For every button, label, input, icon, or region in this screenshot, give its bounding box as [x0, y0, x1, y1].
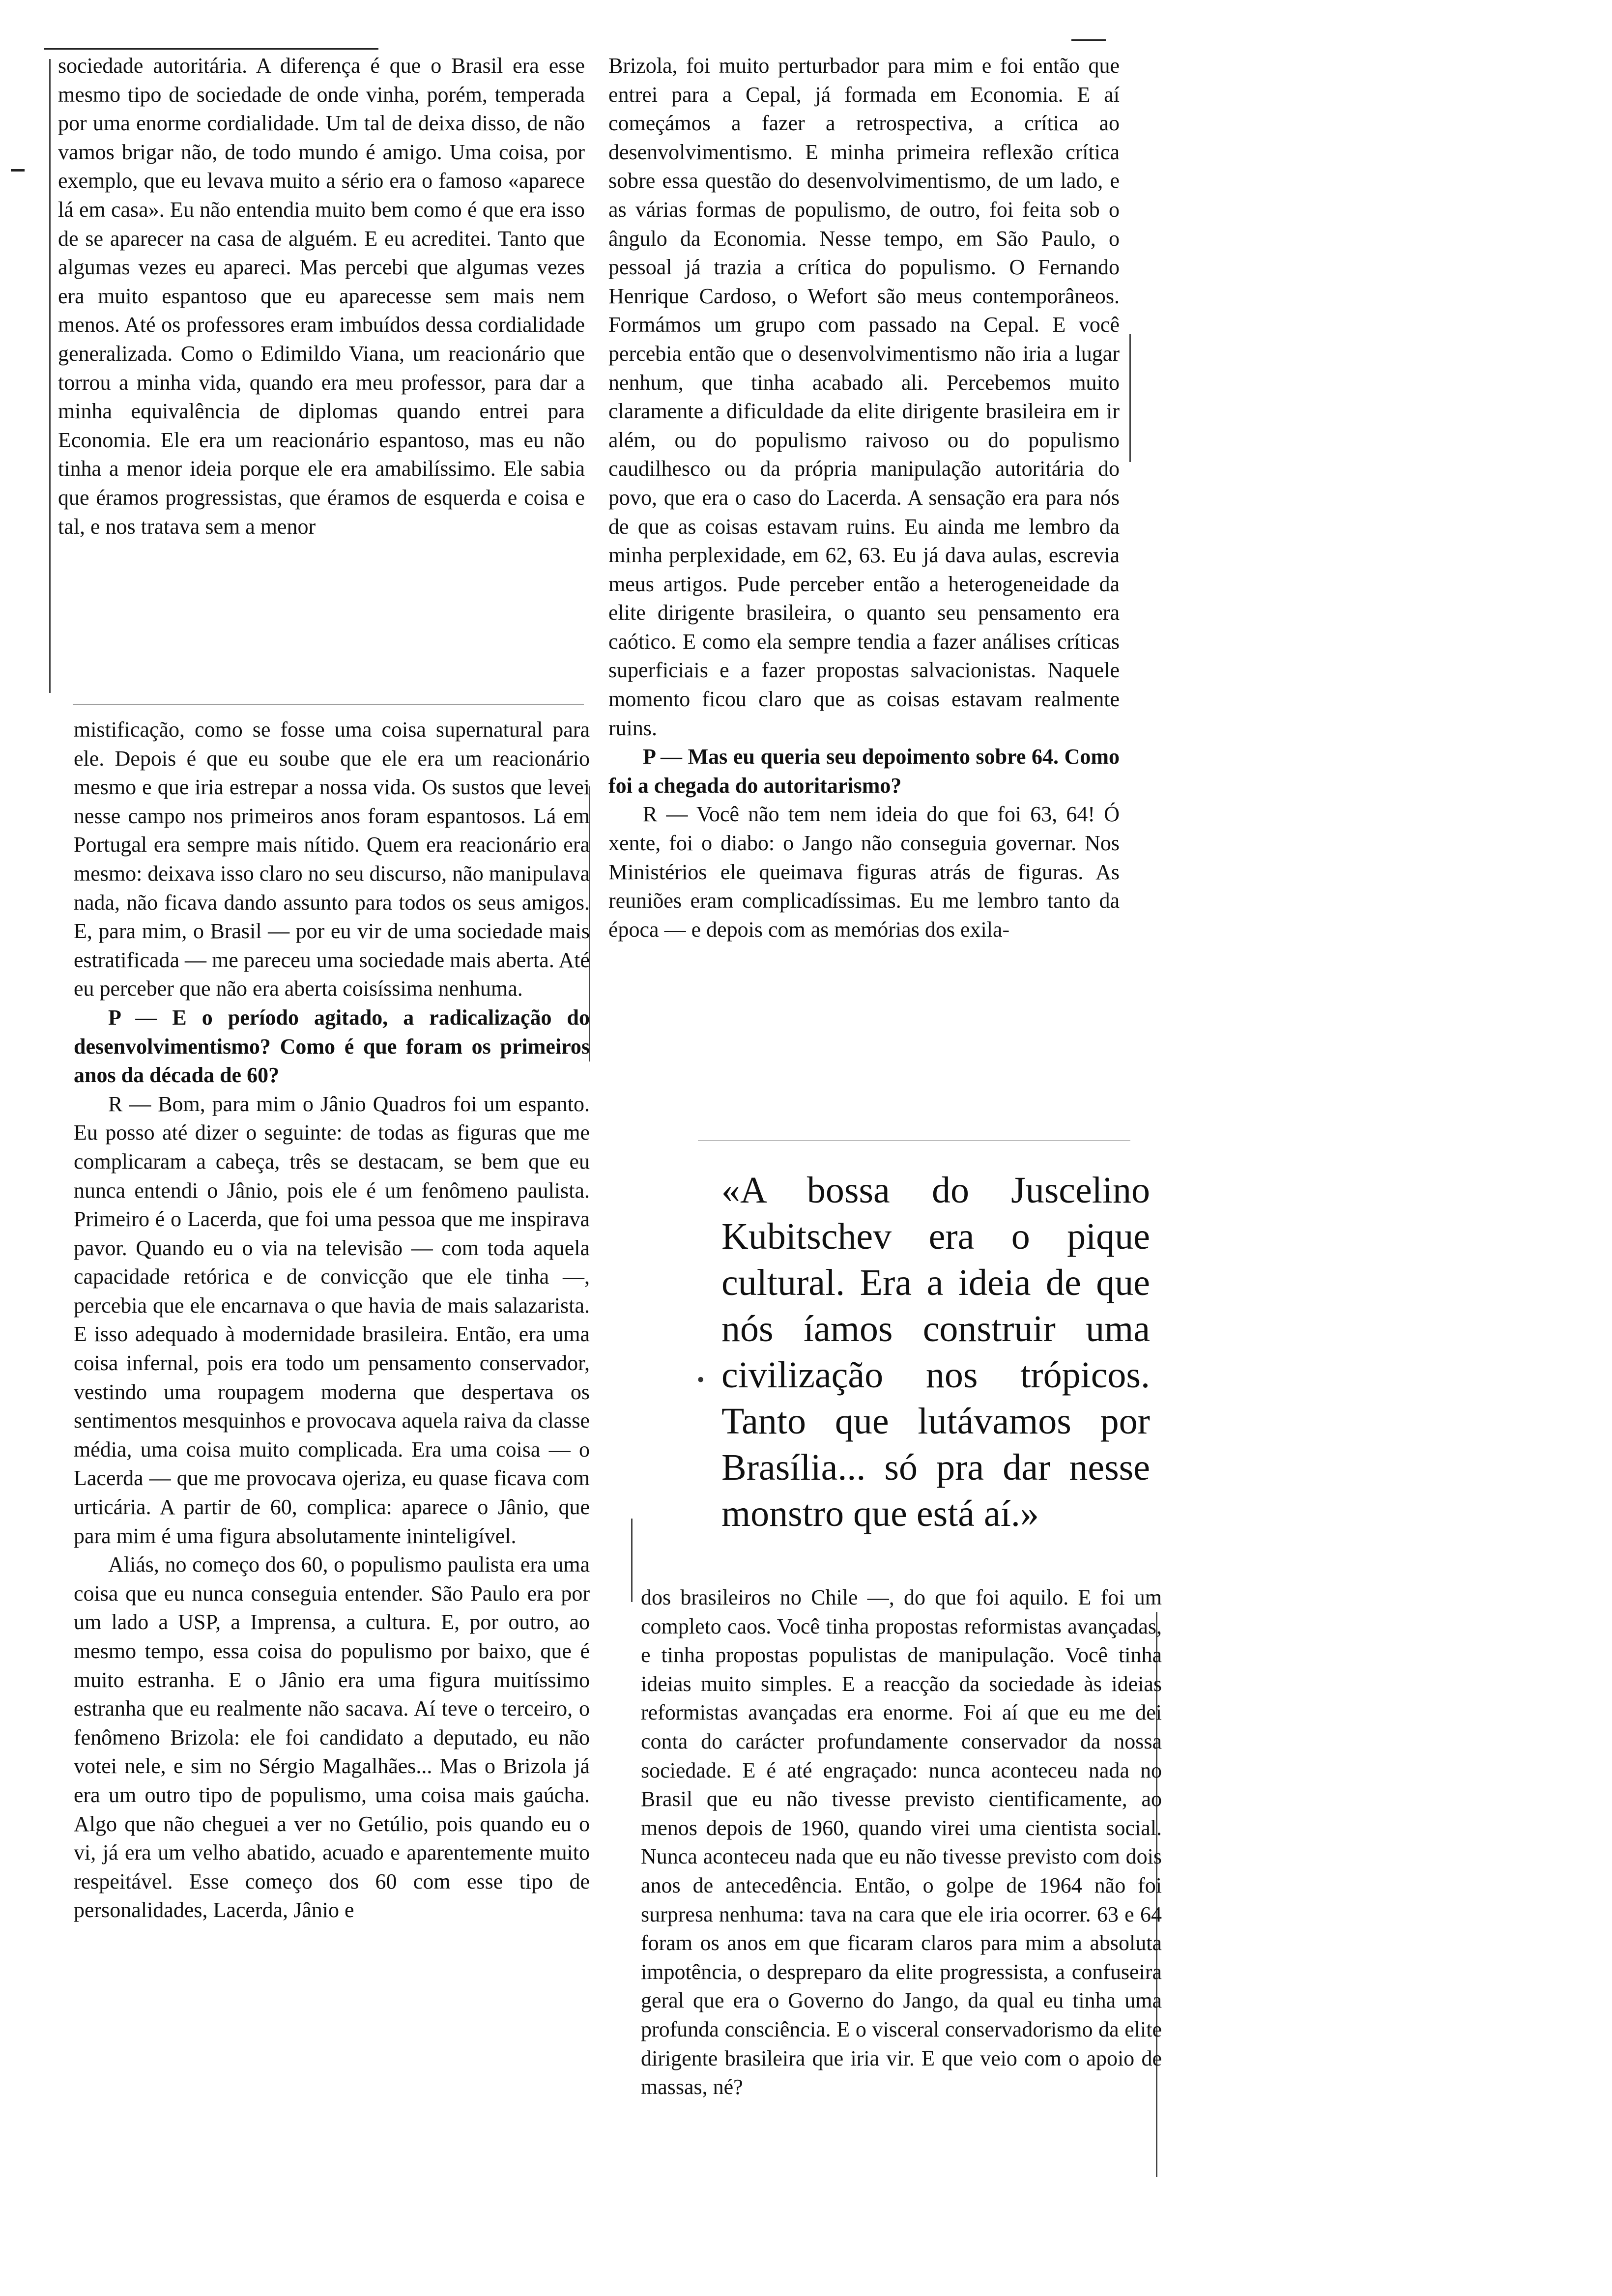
text-paragraph: Brizola, foi muito perturbador para mim e foi então que entrei para a Cepal, já formada em Economia. E aí começámos a fazer a retrospectiva, a crítica ao desenvolvimentismo. E minha primeira reflexão crítica sobre essa questão do desenvolvimentismo, de um lado, e as várias formas de populismo, de outro, foi feita sob o ângulo da Economia. Nesse tempo, em São Paulo, o pessoal já trazia a crítica do populismo. O Fernando Henrique Cardoso, o Wefort são meus contemporâneos. Formámos um grupo com passado na Cepal. E você percebia então que o desenvolvimentismo não iria a lugar nenhum, que tinha acabado ali. Percebemos muito claramente a dificuldade da elite dirigente brasileira em ir além, ou do populismo raivoso ou do populismo caudilhesco ou da própria manipulação autoritária do povo, que era o caso do Lacerda. A sensação era para nós de que as coisas estavam ruins. Eu ainda me lembro da minha perplexidade, em 62, 63. Eu já dava aulas, escrevia meus artigos. Pude perceber então a heterogeneidade da elite dirigente brasileira, o quanto seu pensamento era caótico. E como ela sempre tendia a fazer análises críticas superficiais e a fazer propostas salvacionistas. Naquele momento ficou claro que as coisas estavam realmente ruins.	[608, 54, 1120, 740]
left-column-border-top	[49, 59, 51, 693]
text-paragraph: mistificação, como se fosse uma coisa supernatural para ele. Depois é que eu soube que ele era um reacionário mesmo e que iria estrepar a nossa vida. Os sustos que levei nesse campo nos primeiros anos foram espantosos. Lá em Portugal era sempre mais nítido. Quem era reacionário era mesmo: deixava isso claro no seu discurso, não manipulava nada, não ficava dando assunto para todos os seus amigos. E, para mim, o Brasil — por eu vir de uma sociedade mais estratificada — me pareceu uma sociedade mais aberta. Até eu perceber que não era aberta coisíssima nenhuma.	[74, 718, 590, 1001]
interview-question: P — E o período agitado, a radicalização do desenvolvimentismo? Como é que foram os primeiros anos da década de 60?	[74, 1005, 590, 1088]
text-paragraph: sociedade autoritária. A diferença é que o Brasil era esse mesmo tipo de sociedade de onde vinha, porém, temperada por uma enorme cordialidade. Um tal de deixa disso, de não vamos brigar não, de todo mundo é amigo. Uma coisa, por exemplo, que eu levava muito a sério era o famoso «aparece lá em casa». Eu não entendia muito bem como é que era isso de se aparecer na casa de alguém. E eu acreditei. Tanto que algumas vezes eu apareci. Mas percebi que algumas vezes era muito espantoso que eu aparecesse sem mais nem menos. Até os professores eram imbuídos dessa cordialidade generalizada. Como o Edimildo Viana, um reacionário que torrou a minha vida, quando era meu professor, para dar a minha equivalência de diplomas quando entrei para Economia. Ele era um reacionário espantoso, mas eu não tinha a menor ideia porque ele era amabilíssimo. Ele sabia que éramos progressistas, que éramos de esquerda e coisa e tal, e nos tratava sem a menor	[58, 54, 585, 539]
right-column-top	[608, 52, 1120, 944]
bullet-mark: •	[697, 1368, 705, 1392]
left-column-top	[58, 52, 585, 541]
text-paragraph: dos brasileiros no Chile —, do que foi aquilo. E foi um completo caos. Você tinha propostas reformistas avançadas, e tinha propostas populistas de manipulação. Você tinha ideias muito simples. E a reacção da sociedade às ideias reformistas avançadas era enorme. Foi aí que eu me dei conta do carácter profundamente conservador da nossa sociedade. E é até engraçado: nunca aconteceu nada no Brasil que eu não tivesse previsto cientificamente, ao menos depois de 1960, quando virei uma cientista social. Nunca aconteceu nada que eu não tivesse previsto com dois anos de antecedência. Então, o golpe de 1964 não foi surpresa nenhuma: tava na cara que ele iria ocorrer. 63 e 64 foram os anos em que ficaram claros para mim a absoluta impotência, o despreparo da elite progressista, a confuseira geral que era o Governo do Jango, da qual eu tinha uma profunda consciência. E o visceral conservadorismo da elite dirigente brasileira que iria vir. E que veio com o apoio de massas, né?	[641, 1585, 1162, 2099]
pull-quote-top-rule	[698, 1140, 1130, 1141]
top-rule-right	[1071, 39, 1106, 41]
pull-quote	[721, 1167, 1150, 1537]
left-column-bottom	[74, 716, 590, 1925]
pull-quote-text: «A bossa do Juscelino Kubitschev era o pique cultural. Era a ideia de que nós íamos construir uma civilização nos trópicos. Tanto que lutávamos por Brasília... só pra dar nesse monstro que está aí.»	[721, 1170, 1150, 1534]
paragraph-break-rule	[73, 704, 584, 705]
right-column-border	[1129, 334, 1131, 462]
interview-answer: R — Bom, para mim o Jânio Quadros foi um espanto. Eu posso até dizer o seguinte: de todas as figuras que me complicaram a cabeça, três se destacam, se bem que eu nunca entendi o Jânio, pois ele é um fenômeno paulista. Primeiro é o Lacerda, que foi uma pessoa que me inspirava pavor. Quando eu o via na televisão — com toda aquela capacidade retórica e de convicção que ele tinha —, percebia que ele encarnava o que havia de mais salazarista. E isso adequado à modernidade brasileira. Então, era uma coisa infernal, pois era todo um pensamento conservador, vestindo uma roupagem moderna que despertava os sentimentos mesquinhos e provocava aquela raiva da classe média, uma coisa muito complicada. Era uma coisa — o Lacerda — que me provocava ojeriza, eu quase ficava com urticária. A partir de 60, complica: aparece o Jânio, que para mim é uma figura absolutamente ininteligível.	[74, 1091, 590, 1548]
right-column-bottom	[641, 1583, 1162, 2102]
top-rule-left	[44, 48, 378, 50]
margin-dash	[11, 169, 25, 172]
text-paragraph: Aliás, no começo dos 60, o populismo paulista era uma coisa que eu nunca conseguia entender. São Paulo era por um lado a USP, a Imprensa, a cultura. E, por outro, ao mesmo tempo, essa coisa do populismo por baixo, que é muito estranha. E o Jânio era uma figura muitíssimo estranha que eu realmente não sacava. Aí teve o terceiro, o fenômeno Brizola: ele foi candidato a deputado, eu não votei nele, e sim no Sérgio Magalhães... Mas o Brizola já era um outro tipo de populismo, uma coisa mais gaúcha. Algo que não cheguei a ver no Getúlio, pois quando eu o vi, já era um velho abatido, acuado e aparentemente muito respeitável. Esse começo dos 60 com esse tipo de personalidades, Lacerda, Jânio e	[74, 1552, 590, 1923]
pull-quote-border-left	[631, 1519, 633, 1602]
interview-answer: R — Você não tem nem ideia do que foi 63, 64! Ó xente, foi o diabo: o Jango não conseguia governar. Nos Ministérios ele queimava figuras atrás de figuras. As reuniões eram complicadíssimas. Eu me lembro tanto da época — e depois com as memórias dos exila-	[608, 802, 1120, 942]
interview-question: P — Mas eu queria seu depoimento sobre 64. Como foi a chegada do autoritarismo?	[608, 745, 1120, 798]
